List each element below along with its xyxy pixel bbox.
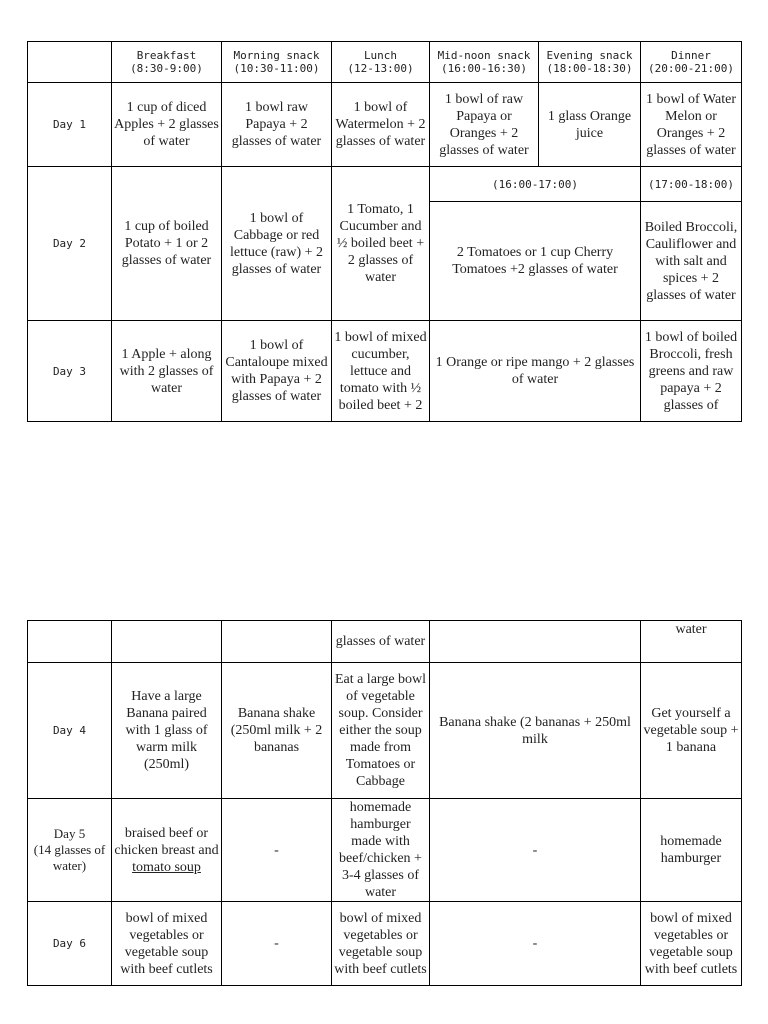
- snack-cell: Banana shake (2 bananas + 250ml milk: [430, 663, 641, 799]
- empty-cell: [430, 621, 641, 663]
- evening-snack-cell: 1 glass Orange juice: [539, 83, 641, 167]
- table-row-day-2-times: [28, 167, 742, 202]
- lunch-cell: homemade hamburger made with beef/chicken + 3-4 glasses of water: [332, 799, 430, 902]
- dinner-cell: Boiled Broccoli, Cauliflower and with salt and spices + 2 glasses of water: [641, 202, 742, 321]
- snack-cell: -: [430, 902, 641, 986]
- empty-cell: [222, 621, 332, 663]
- table-row-day-3: [28, 321, 742, 422]
- header-breakfast: Breakfast (8:30-9:00): [112, 42, 222, 83]
- header-evening-snack: Evening snack (18:00-18:30): [539, 42, 641, 83]
- day-label: Day 6: [28, 902, 112, 986]
- header-midnoon-snack: Mid-noon snack (16:00-16:30): [430, 42, 539, 83]
- lunch-cell: 1 bowl of Watermelon + 2 glasses of water: [332, 83, 430, 167]
- dinner-cell: 1 bowl of Water Melon or Oranges + 2 glasses of water: [641, 83, 742, 167]
- snack-cell: -: [430, 799, 641, 902]
- morning-snack-cell: 1 bowl raw Papaya + 2 glasses of water: [222, 83, 332, 167]
- header-empty-cell: [28, 42, 112, 83]
- table-row-day-1: [28, 83, 742, 167]
- day-label: Day 2: [28, 167, 112, 321]
- table-row-day-6: [28, 902, 742, 986]
- breakfast-cell: 1 cup of boiled Potato + 1 or 2 glasses of water: [112, 167, 222, 321]
- breakfast-cell: [112, 799, 222, 902]
- tomato-soup-link[interactable]: tomato soup: [132, 859, 201, 875]
- header-morning-snack: Morning snack (10:30-11:00): [222, 42, 332, 83]
- dinner-cell: homemade hamburger: [641, 799, 742, 902]
- header-lunch: Lunch (12-13:00): [332, 42, 430, 83]
- empty-cell: [28, 621, 112, 663]
- lunch-text: 1 bowl of mixed cucumber, lettuce and tomato with ½ boiled beet + 2: [334, 329, 427, 413]
- dinner-cell: [641, 321, 742, 422]
- empty-cell: [112, 621, 222, 663]
- lunch-cell: 1 Tomato, 1 Cucumber and ½ boiled beet + 2 glasses of water: [332, 167, 430, 321]
- snack-cell: 1 Orange or ripe mango + 2 glasses of water: [430, 321, 641, 422]
- day-label: Day 4: [28, 663, 112, 799]
- morning-snack-cell: 1 bowl of Cabbage or red lettuce (raw) + 2 glasses of water: [222, 167, 332, 321]
- header-row: [28, 42, 742, 83]
- breakfast-cell: Have a large Banana paired with 1 glass of warm milk (250ml): [112, 663, 222, 799]
- lunch-cell: Eat a large bowl of vegetable soup. Consider either the soup made from Tomatoes or Cabbage: [332, 663, 430, 799]
- morning-snack-cell: Banana shake (250ml milk + 2 bananas: [222, 663, 332, 799]
- meal-plan-table-top: [27, 41, 742, 422]
- snack-cell: 2 Tomatoes or 1 cup Cherry Tomatoes +2 glasses of water: [430, 202, 641, 321]
- morning-snack-cell: 1 bowl of Cantaloupe mixed with Papaya + 2 glasses of water: [222, 321, 332, 422]
- dinner-cell: bowl of mixed vegetables or vegetable soup with beef cutlets: [641, 902, 742, 986]
- header-dinner: Dinner (20:00-21:00): [641, 42, 742, 83]
- morning-snack-cell: -: [222, 799, 332, 902]
- table-row-day-5: [28, 799, 742, 902]
- day-label: Day 3: [28, 321, 112, 422]
- table-row-continuation: [28, 621, 742, 663]
- breakfast-text: braised beef or chicken breast and: [114, 825, 219, 858]
- lunch-cell: glasses of water: [332, 621, 430, 663]
- day-label: Day 5 (14 glasses of water): [28, 799, 112, 902]
- lunch-cell: [332, 321, 430, 422]
- table-row-day-4: [28, 663, 742, 799]
- lunch-cell: bowl of mixed vegetables or vegetable soup with beef cutlets: [332, 902, 430, 986]
- dinner-cell: water: [641, 621, 742, 663]
- midnoon-snack-cell: 1 bowl of raw Papaya or Oranges + 2 glasses of water: [430, 83, 539, 167]
- meal-plan-table-bottom: [27, 620, 742, 986]
- breakfast-cell: 1 cup of diced Apples + 2 glasses of water: [112, 83, 222, 167]
- breakfast-cell: bowl of mixed vegetables or vegetable soup with beef cutlets: [112, 902, 222, 986]
- day-label: Day 1: [28, 83, 112, 167]
- breakfast-cell: 1 Apple + along with 2 glasses of water: [112, 321, 222, 422]
- morning-snack-cell: -: [222, 902, 332, 986]
- dinner-text: 1 bowl of boiled Broccoli, fresh greens and raw papaya + 2 glasses of: [644, 329, 738, 413]
- dinner-cell: Get yourself a vegetable soup + 1 banana: [641, 663, 742, 799]
- snack-time-cell: (16:00-17:00): [430, 167, 641, 202]
- dinner-time-cell: (17:00-18:00): [641, 167, 742, 202]
